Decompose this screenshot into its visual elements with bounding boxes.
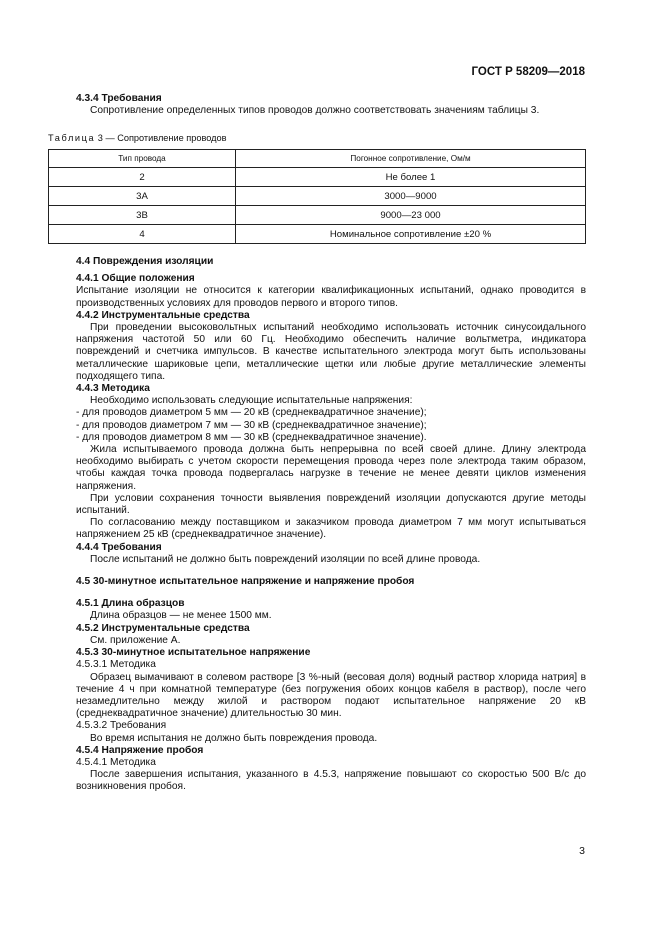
section-heading-4-5-1: 4.5.1 Длина образцов xyxy=(76,598,185,610)
table-row xyxy=(49,168,586,187)
section-heading-4-4-2: 4.4.2 Инструментальные средства xyxy=(76,309,250,321)
subsection-heading-4-5-4-1: 4.5.4.1 Методика xyxy=(76,756,156,768)
table-caption-label: Таблица xyxy=(48,133,96,143)
paragraph: Жила испытываемого провода должна быть непрерывна по всей своей длине. Длину электрода необходимо выбирать с учетом скорости перемещения провода через поле электрода таким образом, чтобы каждая точка провода подвергалась нагрузке в течение не менее девяти циклов изменения напряжения. xyxy=(76,444,586,492)
paragraph: После завершения испытания, указанного в 4.5.3, напряжение повышают со скоростью 500 В/с до возникновения пробоя. xyxy=(76,769,586,793)
table-cell: 3000—9000 xyxy=(236,187,586,206)
section-heading-4-4-1: 4.4.1 Общие положения xyxy=(76,273,195,285)
paragraph: Во время испытания не должно быть повреждения провода. xyxy=(90,732,378,744)
top-section xyxy=(76,93,586,117)
paragraph: После испытаний не должно быть повреждений изоляции по всей длине провода. xyxy=(90,553,481,565)
section-heading-4-5-4: 4.5.4 Напряжение пробоя xyxy=(76,744,204,756)
list-item: - для проводов диаметром 8 мм — 30 кВ (среднеквадратичное значение). xyxy=(76,431,427,443)
paragraph: Испытание изоляции не относится к категории квалификационных испытаний, однако проводится в производственных условиях для проводов первого и второго типов. xyxy=(76,285,586,309)
section-heading-4-5: 4.5 30-минутное испытательное напряжение и напряжение пробоя xyxy=(76,576,415,588)
table-row xyxy=(49,187,586,206)
table-cell: Не более 1 xyxy=(236,168,586,187)
table-header-cell: Погонное сопротивление, Ом/м xyxy=(236,150,586,168)
table-cell: 3А xyxy=(49,187,236,206)
standard-number: ГОСТ Р 58209—2018 xyxy=(471,66,585,78)
section-heading-4-5-2: 4.5.2 Инструментальные средства xyxy=(76,622,250,634)
paragraph: Образец вымачивают в солевом растворе [3 %-ный (весовая доля) водный раствор хлорида натрия] в течение 4 ч при комнатной температуре (без погружения обоих концов кабеля в раствор), после чего незамедлительно между жилой и раствором подают испытательное напряжение 20 кВ (среднеквадратичное значение) длительностью 30 мин. xyxy=(76,671,586,720)
table-caption-text: 3 — Сопротивление проводов xyxy=(97,133,227,143)
table-header-cell: Тип провода xyxy=(49,150,236,168)
paragraph: При проведении высоковольтных испытаний необходимо использовать источник синусоидального напряжения частотой 50 или 60 Гц. Необходимо обеспечить наличие вольтметра, индикатора повреждений и счетчика импульсов. В качестве испытательного электрода могут быть использованы металлические шариковые цепи, металлические щетки или любые другие металлические элементы подходящего типа. xyxy=(76,322,586,382)
section-heading-4-3-4: 4.3.4 Требования xyxy=(76,93,162,104)
list-item: - для проводов диаметром 7 мм — 30 кВ (среднеквадратичное значение); xyxy=(76,419,427,431)
section-heading-4-4-4: 4.4.4 Требования xyxy=(76,541,162,553)
main-body xyxy=(76,256,586,794)
paragraph: Сопротивление определенных типов проводов должно соответствовать значениям таблицы 3. xyxy=(90,105,540,117)
table-caption xyxy=(48,133,227,143)
table-row xyxy=(49,206,586,225)
paragraph: См. приложение А. xyxy=(90,634,181,646)
resistance-table xyxy=(48,149,586,244)
subsection-heading-4-5-3-1: 4.5.3.1 Методика xyxy=(76,659,156,671)
paragraph: Необходимо использовать следующие испытательные напряжения: xyxy=(90,395,413,407)
subsection-heading-4-5-3-2: 4.5.3.2 Требования xyxy=(76,720,167,732)
list-item: - для проводов диаметром 5 мм — 20 кВ (среднеквадратичное значение); xyxy=(76,407,427,419)
paragraph: Длина образцов — не менее 1500 мм. xyxy=(90,610,272,622)
paragraph: По согласованию между поставщиком и заказчиком провода диаметром 7 мм могут испытываться напряжением 25 кВ (среднеквадратичное значение). xyxy=(76,517,586,541)
table-header-row xyxy=(49,150,586,168)
section-heading-4-5-3: 4.5.3 30-минутное испытательное напряжение xyxy=(76,647,311,659)
table-cell: 4 xyxy=(49,225,236,244)
section-heading-4-4: 4.4 Повреждения изоляции xyxy=(76,256,214,267)
table-cell: 2 xyxy=(49,168,236,187)
section-heading-4-4-3: 4.4.3 Методика xyxy=(76,383,150,395)
table-row xyxy=(49,225,586,244)
table-cell: Номинальное сопротивление ±20 % xyxy=(236,225,586,244)
table-cell: 9000—23 000 xyxy=(236,206,586,225)
paragraph: При условии сохранения точности выявления повреждений изоляции допускаются другие методы испытаний. xyxy=(76,492,586,517)
page-number: 3 xyxy=(579,845,585,857)
table-cell: 3В xyxy=(49,206,236,225)
